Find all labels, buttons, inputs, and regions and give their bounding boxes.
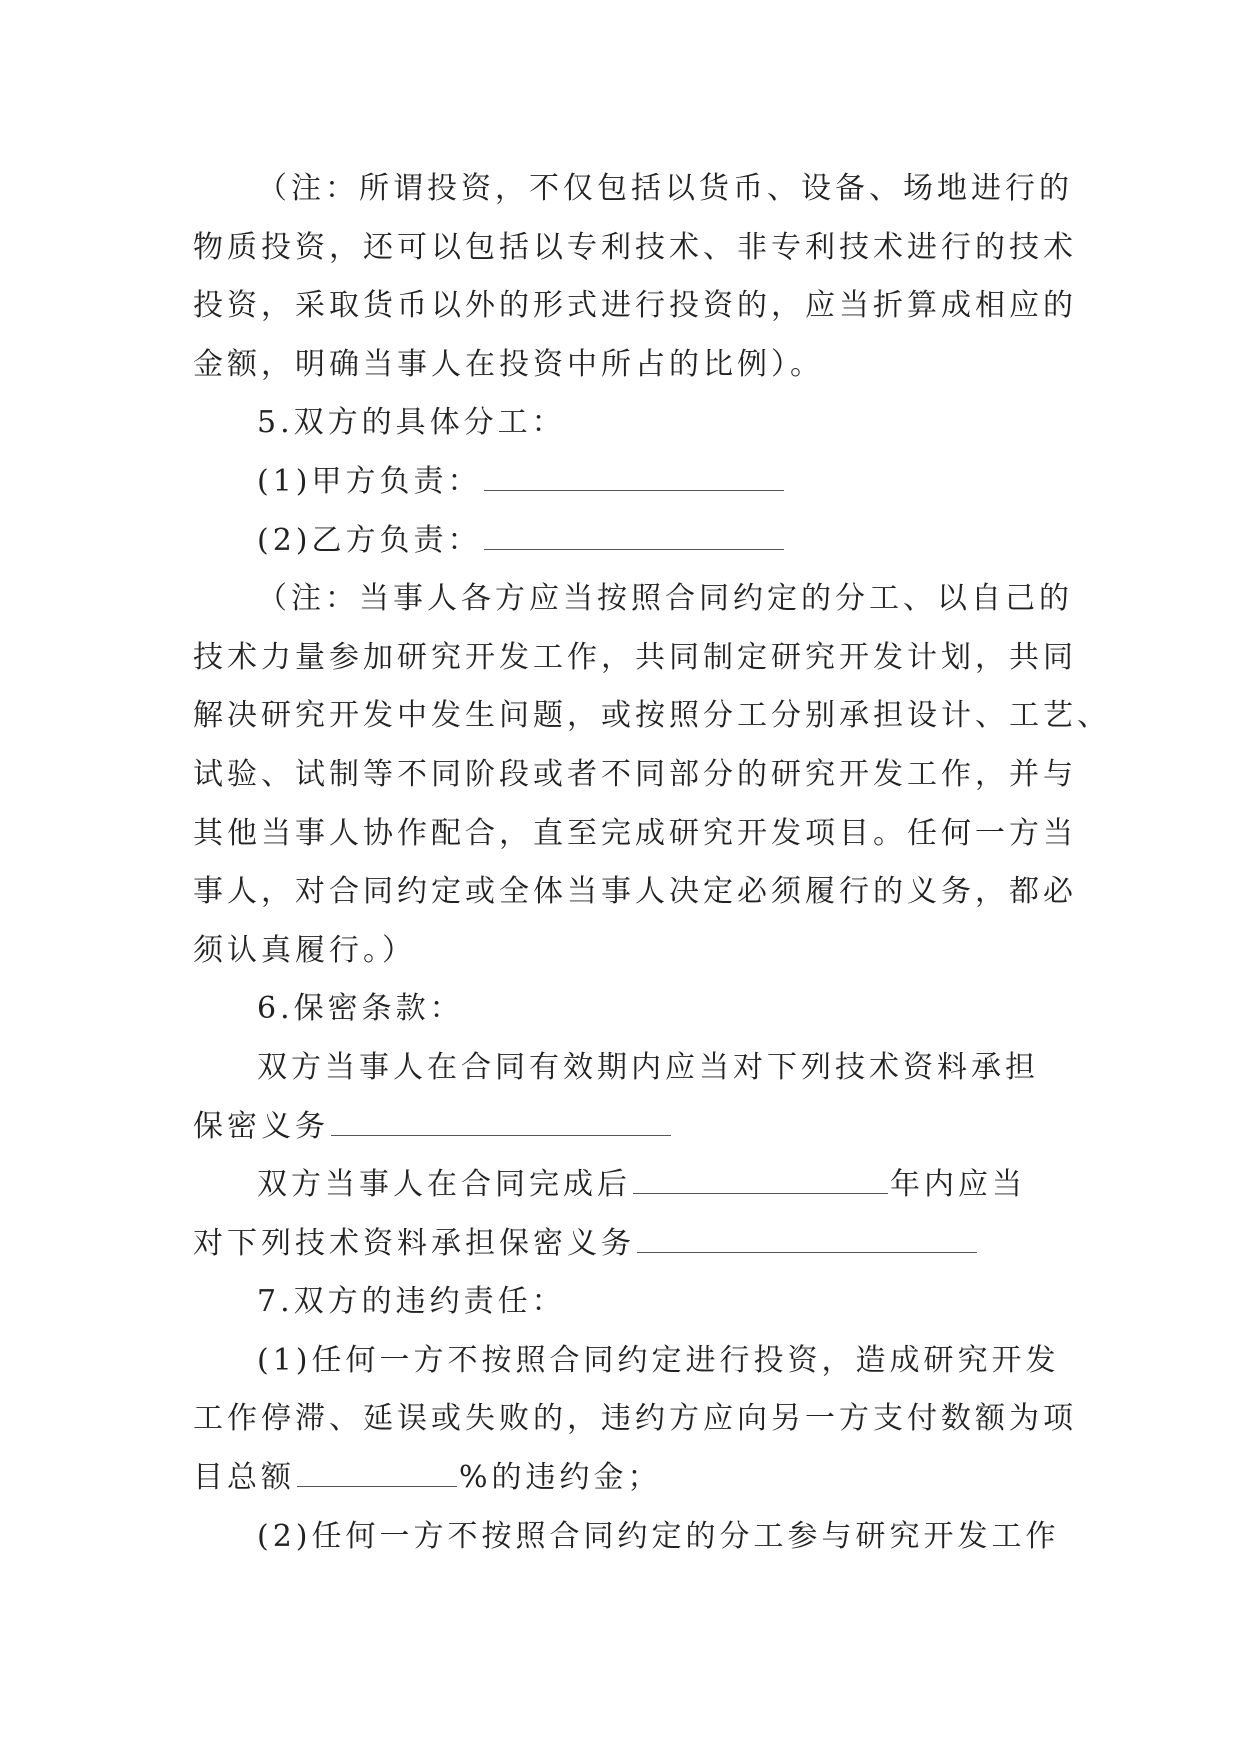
text-line	[193, 512, 1055, 571]
line-text: 试验、试制等不同阶段或者不同部分的研究开发工作，并与	[193, 756, 1077, 792]
text-line	[193, 1098, 1055, 1157]
text-line	[193, 746, 1077, 805]
text-line	[193, 1390, 1077, 1449]
fill-in-blank[interactable]	[484, 519, 784, 550]
line-text: 双方当事人在合同有效期内应当对下列技术资料承担	[257, 1049, 1039, 1085]
text-line	[193, 570, 1073, 629]
line-text: 6.保密条款：	[257, 991, 464, 1027]
line-text: （注：所谓投资，不仅包括以货币、设备、场地进行的	[257, 171, 1073, 206]
text-line	[193, 629, 1077, 688]
line-text: (2)乙方负责：	[257, 522, 482, 558]
line-text-after-blank: %的违约金；	[459, 1460, 662, 1496]
text-line	[193, 453, 1055, 512]
text-line	[193, 863, 1077, 922]
fill-in-blank[interactable]	[331, 1105, 671, 1136]
fill-in-blank[interactable]	[484, 460, 784, 491]
line-text: 事人，对合同约定或全体当事人决定必须履行的义务，都必	[193, 874, 1077, 910]
line-text: 其他当事人协作配合，直至完成研究开发项目。任何一方当	[193, 815, 1077, 851]
line-text: (2)任何一方不按照合同约定的分工参与研究开发工作	[257, 1518, 1060, 1554]
document-body	[193, 160, 1111, 1566]
line-text: 物质投资，还可以包括以专利技术、非专利技术进行的技术	[193, 229, 1077, 265]
text-line	[193, 1332, 1060, 1391]
line-text: 投资，采取货币以外的形式进行投资的，应当折算成相应的	[193, 288, 1077, 324]
text-line	[193, 336, 1055, 395]
text-line	[193, 160, 1073, 219]
text-line	[193, 1039, 1055, 1098]
text-line	[193, 1508, 1060, 1567]
text-line	[193, 980, 1055, 1039]
text-line	[193, 1449, 1055, 1508]
text-line	[193, 687, 1111, 746]
line-text: 双方当事人在合同完成后	[257, 1167, 631, 1203]
text-line	[193, 1273, 1055, 1332]
line-text: 7.双方的违约责任：	[257, 1284, 566, 1320]
text-line	[193, 805, 1077, 864]
fill-in-blank[interactable]	[297, 1456, 457, 1487]
line-text: 对下列技术资料承担保密义务	[193, 1225, 635, 1261]
text-line	[193, 277, 1077, 336]
text-line	[193, 1215, 1055, 1274]
line-text: （注：当事人各方应当按照合同约定的分工、以自己的	[257, 581, 1073, 617]
line-text: 目总额	[193, 1460, 295, 1496]
line-text: (1)甲方负责：	[257, 463, 482, 499]
line-text: (1)任何一方不按照合同约定进行投资，造成研究开发	[257, 1342, 1060, 1378]
text-line	[193, 394, 1055, 453]
line-text: 须认真履行。）	[193, 932, 416, 968]
fill-in-blank[interactable]	[633, 1163, 888, 1194]
line-text: 5.双方的具体分工：	[257, 405, 566, 441]
line-text: 解决研究开发中发生问题，或按照分工分别承担设计、工艺、	[193, 698, 1111, 734]
text-line	[193, 922, 1055, 981]
text-line	[193, 219, 1077, 278]
text-line	[193, 1156, 1055, 1215]
fill-in-blank[interactable]	[637, 1222, 977, 1253]
line-text: 技术力量参加研究开发工作，共同制定研究开发计划，共同	[193, 639, 1077, 675]
line-text-after-blank: 年内应当	[890, 1167, 1026, 1203]
line-text: 工作停滞、延误或失败的，违约方应向另一方支付数额为项	[193, 1401, 1077, 1437]
line-text: 金额，明确当事人在投资中所占的比例）。	[193, 346, 824, 382]
line-text: 保密义务	[193, 1108, 329, 1144]
